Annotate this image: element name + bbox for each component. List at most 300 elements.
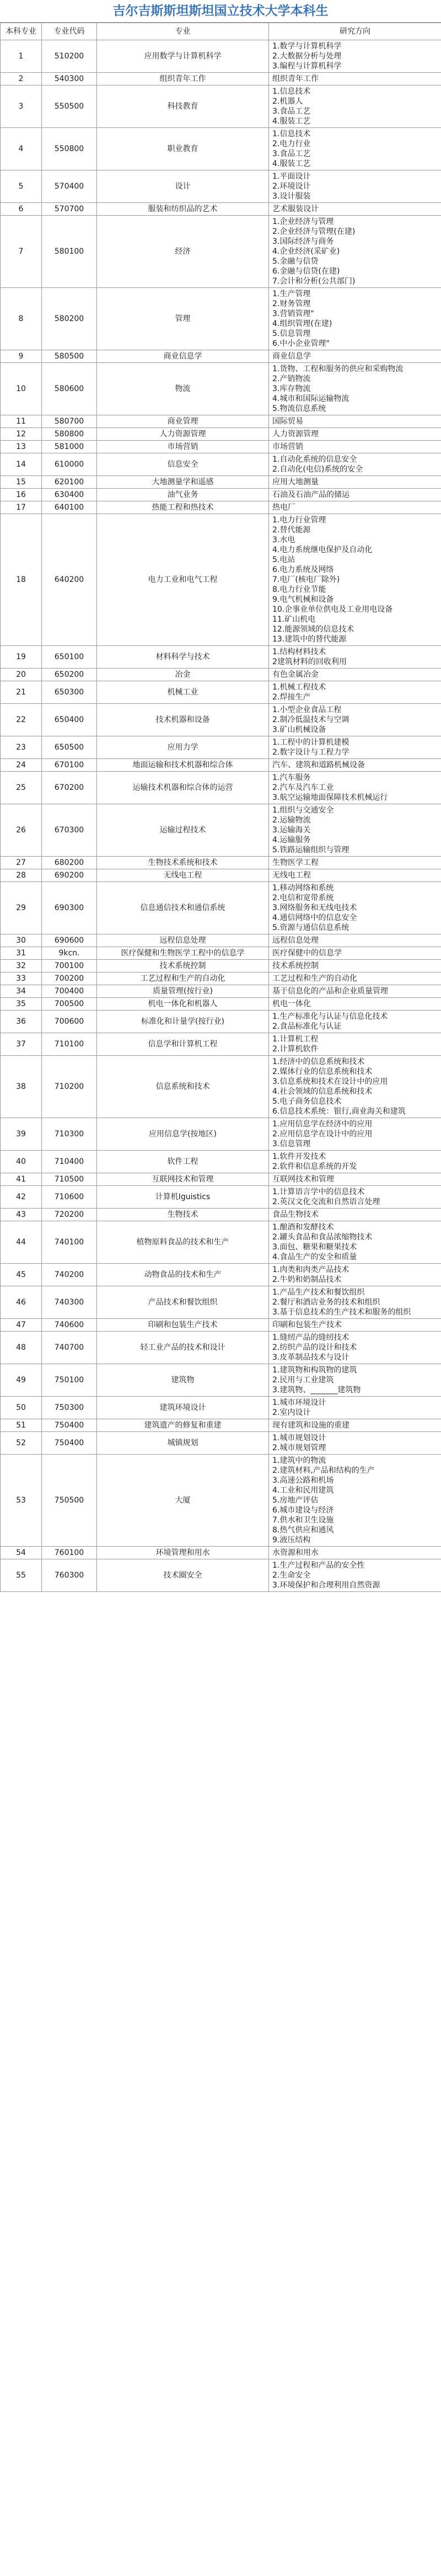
table-row <box>1 947 441 960</box>
table-row <box>1 40 441 73</box>
table-row <box>1 681 441 704</box>
direction-item: 3.高速公路和机场 <box>272 1476 334 1485</box>
row-num: 49 <box>1 1364 42 1397</box>
table-row <box>1 1264 441 1286</box>
research-directions <box>269 1173 441 1186</box>
table-row <box>1 1559 441 1592</box>
row-num: 8 <box>1 288 42 350</box>
major-code: 710300 <box>42 1118 97 1151</box>
research-directions <box>269 216 441 288</box>
row-num: 54 <box>1 1547 42 1559</box>
direction-item: 2.企业经济与管理(在建) <box>272 227 356 236</box>
major-code: 510200 <box>42 40 97 73</box>
row-num: 36 <box>1 1011 42 1033</box>
direction-item: 4.服装工艺 <box>272 159 311 168</box>
research-directions <box>269 998 441 1011</box>
table-row <box>1 1151 441 1173</box>
major-name: 城镇规划 <box>97 1432 269 1455</box>
major-code: 710100 <box>42 1033 97 1056</box>
major-name: 职业教育 <box>97 128 269 170</box>
table-row <box>1 73 441 85</box>
row-num: 32 <box>1 960 42 972</box>
direction-item: 3.网络服务和无线电技术 <box>272 904 357 912</box>
page-title: 吉尔吉斯斯坦斯坦国立技术大学本科生 <box>0 0 441 23</box>
table-row <box>1 428 441 441</box>
row-num: 33 <box>1 972 42 985</box>
direction-item: 3.库存物流 <box>272 384 311 393</box>
direction-item: 4.社会领域的信息系统和技术 <box>272 1087 373 1096</box>
direction-item: 2.计算机软件 <box>272 1045 319 1054</box>
direction-item: 医疗保健中的信息学 <box>272 949 342 958</box>
research-directions <box>269 501 441 514</box>
major-name: 信息安全 <box>97 453 269 476</box>
major-code: 710400 <box>42 1151 97 1173</box>
direction-item: 2.财务管理 <box>272 300 311 308</box>
row-num: 51 <box>1 1419 42 1432</box>
direction-item: 1.小型企业食品工程 <box>272 706 342 714</box>
table-row <box>1 1364 441 1397</box>
major-code: 710600 <box>42 1186 97 1209</box>
major-code: 740100 <box>42 1221 97 1264</box>
table-row <box>1 934 441 947</box>
major-name: 建筑环境设计 <box>97 1397 269 1419</box>
major-code: 750400 <box>42 1432 97 1455</box>
direction-item: 5.电站 <box>272 555 295 564</box>
major-code: 720200 <box>42 1209 97 1221</box>
research-directions <box>269 1455 441 1547</box>
table-row <box>1 441 441 453</box>
direction-item: 7.电厂(核电厂除外) <box>272 575 340 584</box>
major-name: 动物食品的技术和生产 <box>97 1264 269 1286</box>
direction-item: 2.建筑材料,产品和结构的生产 <box>272 1466 375 1475</box>
direction-item: 2.运输物流 <box>272 816 311 825</box>
research-directions <box>269 453 441 476</box>
major-code: 670100 <box>42 759 97 772</box>
direction-item: 3.建筑物、_______建筑物 <box>272 1386 361 1394</box>
direction-item: 3.航空运输地面保障技术机械运行 <box>272 793 388 802</box>
direction-item: 2.产销物流 <box>272 375 311 383</box>
major-name: 大地测量学和遥感 <box>97 476 269 489</box>
row-num: 43 <box>1 1209 42 1221</box>
major-name: 大厦 <box>97 1455 269 1547</box>
row-num: 34 <box>1 985 42 998</box>
direction-item: 2.罐头食品和食品浓缩物技术 <box>272 1233 373 1242</box>
major-name: 机械工业 <box>97 681 269 704</box>
major-code: 650500 <box>42 736 97 759</box>
major-name: 经济 <box>97 216 269 288</box>
table-body <box>1 40 441 1592</box>
major-name: 应用数学与计算机科学 <box>97 40 269 73</box>
research-directions <box>269 415 441 428</box>
table-row <box>1 1419 441 1432</box>
major-name: 人力资源管理 <box>97 428 269 441</box>
direction-item: 2.环境设计 <box>272 182 311 191</box>
research-directions <box>269 40 441 73</box>
major-name: 应用力学 <box>97 736 269 759</box>
direction-item: 3.国际经济与商务 <box>272 237 334 246</box>
direction-item: 8.电力行业节能 <box>272 585 326 594</box>
research-directions <box>269 1547 441 1559</box>
table-row <box>1 85 441 128</box>
row-num: 26 <box>1 804 42 857</box>
major-code: 740200 <box>42 1264 97 1286</box>
direction-item: 3.皮革制品技术与设计 <box>272 1353 349 1362</box>
header-code: 专业代码 <box>42 23 97 40</box>
table-row <box>1 804 441 857</box>
research-directions <box>269 476 441 489</box>
major-code: 700400 <box>42 985 97 998</box>
direction-item: 1.自动化系统的信息安全 <box>272 455 357 464</box>
row-num: 4 <box>1 128 42 170</box>
table-row <box>1 501 441 514</box>
direction-item: 5.金融与信贷 <box>272 257 319 266</box>
row-num: 55 <box>1 1559 42 1592</box>
major-code: 650300 <box>42 681 97 704</box>
table-row <box>1 869 441 882</box>
direction-item: 2.大数据分析与处理 <box>272 52 342 61</box>
majors-table <box>0 23 441 1592</box>
direction-item: 2.替代能源 <box>272 526 311 535</box>
research-directions <box>269 1286 441 1319</box>
major-code: 710200 <box>42 1056 97 1118</box>
direction-item: 国际贸易 <box>272 417 303 426</box>
table-row <box>1 489 441 501</box>
research-directions <box>269 350 441 363</box>
row-num: 25 <box>1 772 42 804</box>
row-num: 10 <box>1 363 42 415</box>
direction-item: 无线电工程 <box>272 871 311 880</box>
major-name: 运输技术机器和综合体的运营 <box>97 772 269 804</box>
research-directions <box>269 869 441 882</box>
direction-item: 工艺过程和生产的自动化 <box>272 974 357 983</box>
direction-item: 4.电力系统继电保护及自动化 <box>272 546 373 554</box>
major-name: 计算机Iguistics <box>97 1186 269 1209</box>
table-row <box>1 1186 441 1209</box>
table-row <box>1 514 441 646</box>
row-num: 48 <box>1 1332 42 1364</box>
direction-item: 3.面包、糖果和糖果技术 <box>272 1243 357 1252</box>
row-num: 14 <box>1 453 42 476</box>
major-name: 生物技术系统和技术 <box>97 857 269 869</box>
row-num: 30 <box>1 934 42 947</box>
research-directions <box>269 704 441 736</box>
major-code: 690200 <box>42 869 97 882</box>
direction-item: 1.产品生产技术和餐饮组织 <box>272 1288 365 1297</box>
major-code: 580600 <box>42 363 97 415</box>
major-code: 700500 <box>42 998 97 1011</box>
direction-item: 热电厂 <box>272 503 295 512</box>
row-num: 29 <box>1 882 42 934</box>
table-row <box>1 453 441 476</box>
direction-item: 汽车、建筑和道路机械设备 <box>272 761 365 769</box>
research-directions <box>269 960 441 972</box>
research-directions <box>269 1364 441 1397</box>
major-name: 热能工程和热技术 <box>97 501 269 514</box>
row-num: 37 <box>1 1033 42 1056</box>
row-num: 6 <box>1 203 42 216</box>
major-code: 640100 <box>42 501 97 514</box>
table-row <box>1 216 441 288</box>
table-row <box>1 1056 441 1118</box>
direction-item: 5.资源与通信信息系统 <box>272 923 349 932</box>
row-num: 11 <box>1 415 42 428</box>
table-row <box>1 1332 441 1364</box>
table-row <box>1 1286 441 1319</box>
research-directions <box>269 514 441 646</box>
direction-item: 1.软件开发技术 <box>272 1152 326 1161</box>
major-name: 应用信息学(按地区) <box>97 1118 269 1151</box>
row-num: 50 <box>1 1397 42 1419</box>
research-directions <box>269 985 441 998</box>
direction-item: 2.制冷低温技术与空调 <box>272 715 349 724</box>
research-directions <box>269 1118 441 1151</box>
direction-item: 1.城市环境设计 <box>272 1398 326 1407</box>
direction-item: 1.应用信息学在经济中的应用 <box>272 1120 373 1129</box>
direction-item: 2建筑材料的回收利用 <box>272 658 347 666</box>
major-name: 信息学和计算机工程 <box>97 1033 269 1056</box>
table-row <box>1 1455 441 1547</box>
direction-item: 有色金属冶金 <box>272 670 319 679</box>
major-code: 750300 <box>42 1397 97 1419</box>
direction-item: 5.物流信息系统 <box>272 404 326 413</box>
major-code: 750400 <box>42 1419 97 1432</box>
direction-item: 3.食品工艺 <box>272 107 311 116</box>
direction-item: 生物医学工程 <box>272 858 319 867</box>
major-code: 680200 <box>42 857 97 869</box>
major-name: 医疗保健和生物医学工程中的信息学 <box>97 947 269 960</box>
row-num: 15 <box>1 476 42 489</box>
row-num: 47 <box>1 1319 42 1332</box>
major-name: 标准化和计量学(按行业) <box>97 1011 269 1033</box>
research-directions <box>269 736 441 759</box>
row-num: 35 <box>1 998 42 1011</box>
major-name: 技术圈安全 <box>97 1559 269 1592</box>
direction-item: 组织青年工作 <box>272 74 319 83</box>
direction-item: 1.计算机工程 <box>272 1035 319 1044</box>
direction-item: 3.运输海关 <box>272 826 311 835</box>
research-directions <box>269 804 441 857</box>
table-row <box>1 363 441 415</box>
major-name: 植物原料食品的技术和生产 <box>97 1221 269 1264</box>
direction-item: 1.工程中的计算机建模 <box>272 738 349 747</box>
row-num: 1 <box>1 40 42 73</box>
research-directions <box>269 170 441 203</box>
research-directions <box>269 669 441 681</box>
direction-item: 3.水电 <box>272 536 295 544</box>
direction-item: 6.金融与信贷(在建) <box>272 267 340 276</box>
row-num: 27 <box>1 857 42 869</box>
major-code: 710500 <box>42 1173 97 1186</box>
research-directions <box>269 1221 441 1264</box>
direction-item: 3.信息管理 <box>272 1140 311 1148</box>
direction-item: 4.城市和国际运输物流 <box>272 394 349 403</box>
major-code: 540300 <box>42 73 97 85</box>
direction-item: 1.经济中的信息系统和技术 <box>272 1057 365 1066</box>
direction-item: 11.矿山机电 <box>272 615 316 624</box>
direction-item: 2.电力行业 <box>272 140 311 148</box>
direction-item: 1.货物、工程和服务的供应和采购物流 <box>272 365 404 373</box>
research-directions <box>269 1332 441 1364</box>
direction-item: 1.信息技术 <box>272 130 311 138</box>
direction-item: 1.信息技术 <box>272 87 311 96</box>
major-name: 管理 <box>97 288 269 350</box>
research-directions <box>269 1264 441 1286</box>
row-num: 31 <box>1 947 42 960</box>
direction-item: 2.城市规划管理 <box>272 1444 326 1452</box>
research-directions <box>269 1432 441 1455</box>
major-code: 580500 <box>42 350 97 363</box>
major-name: 轻工业产品的技术和设计 <box>97 1332 269 1364</box>
table-row <box>1 350 441 363</box>
research-directions <box>269 772 441 804</box>
direction-item: 4.服装工艺 <box>272 117 311 126</box>
direction-item: 3.基于信息技术的生产技术和服务的组织 <box>272 1308 411 1317</box>
major-code: 550500 <box>42 85 97 128</box>
major-name: 机电一体化和机器人 <box>97 998 269 1011</box>
major-name: 地面运输和技术机器和综合体 <box>97 759 269 772</box>
direction-item: 4.食品生产的安全和质量 <box>272 1253 357 1262</box>
direction-item: 2.食品标准化与认证 <box>272 1022 342 1031</box>
research-directions <box>269 857 441 869</box>
direction-item: 2.牛奶和奶制品技术 <box>272 1275 342 1284</box>
major-name: 服装和纺织品的艺术 <box>97 203 269 216</box>
research-directions <box>269 1397 441 1419</box>
major-code: 9kcn. <box>42 947 97 960</box>
major-name: 建筑物 <box>97 1364 269 1397</box>
table-row <box>1 704 441 736</box>
row-num: 16 <box>1 489 42 501</box>
row-num: 5 <box>1 170 42 203</box>
direction-item: 市场营销 <box>272 442 303 451</box>
direction-item: 1.组织与交通安全 <box>272 806 334 815</box>
direction-item: 2.数字设计与工程力学 <box>272 748 349 757</box>
major-code: 650100 <box>42 646 97 669</box>
table-row <box>1 170 441 203</box>
table-row <box>1 985 441 998</box>
direction-item: 1.平面设计 <box>272 172 311 181</box>
direction-item: 3.矿山机械设备 <box>272 725 326 734</box>
major-code: 620100 <box>42 476 97 489</box>
major-name: 互联网技术和管理 <box>97 1173 269 1186</box>
major-name: 远程信息处理 <box>97 934 269 947</box>
major-name: 电力工业和电气工程 <box>97 514 269 646</box>
row-num: 41 <box>1 1173 42 1186</box>
row-num: 52 <box>1 1432 42 1455</box>
table-row <box>1 1011 441 1033</box>
direction-item: 2.电信和宽带系统 <box>272 894 334 902</box>
table-row <box>1 128 441 170</box>
major-code: 690300 <box>42 882 97 934</box>
direction-item: 2.焊接生产 <box>272 693 311 702</box>
row-num: 3 <box>1 85 42 128</box>
direction-item: 6.城市建设与经济 <box>272 1506 334 1515</box>
direction-item: 5.信息管理 <box>272 329 311 338</box>
research-directions <box>269 1559 441 1592</box>
table-row <box>1 1432 441 1455</box>
row-num: 20 <box>1 669 42 681</box>
major-name: 商业管理 <box>97 415 269 428</box>
major-code: 700600 <box>42 1011 97 1033</box>
research-directions <box>269 934 441 947</box>
major-code: 650200 <box>42 669 97 681</box>
major-name: 油气业务 <box>97 489 269 501</box>
direction-item: 应用大地测量 <box>272 478 319 487</box>
major-code: 740600 <box>42 1319 97 1332</box>
major-code: 650400 <box>42 704 97 736</box>
major-name: 质量管理(按行业) <box>97 985 269 998</box>
row-num: 13 <box>1 441 42 453</box>
direction-item: 1.结构材料技术 <box>272 648 326 656</box>
major-code: 700100 <box>42 960 97 972</box>
table-row <box>1 772 441 804</box>
direction-item: 2.生命安全 <box>272 1571 311 1580</box>
research-directions <box>269 288 441 350</box>
direction-item: 9.电气机械和设备 <box>272 595 334 604</box>
direction-item: 1.电力行业管理 <box>272 516 326 525</box>
major-name: 设计 <box>97 170 269 203</box>
table-row <box>1 669 441 681</box>
direction-item: 4.组织管理(在建) <box>272 319 332 328</box>
major-name: 物流 <box>97 363 269 415</box>
research-directions <box>269 128 441 170</box>
research-directions <box>269 1319 441 1332</box>
research-directions <box>269 1056 441 1118</box>
direction-item: 6.电力系统及网络 <box>272 565 334 574</box>
direction-item: 1.建筑物和构筑物的建筑 <box>272 1366 357 1375</box>
research-directions <box>269 428 441 441</box>
direction-item: 1.城市规划设计 <box>272 1434 326 1442</box>
research-directions <box>269 363 441 415</box>
research-directions <box>269 1209 441 1221</box>
research-directions <box>269 1033 441 1056</box>
table-row <box>1 759 441 772</box>
major-name: 技术机器和设备 <box>97 704 269 736</box>
row-num: 53 <box>1 1455 42 1547</box>
direction-item: 1.建筑中的物流 <box>272 1456 326 1465</box>
table-header-row <box>1 23 441 40</box>
major-name: 组织青年工作 <box>97 73 269 85</box>
direction-item: 6.信息技术系统：银行,商业海关和建筑 <box>272 1107 406 1116</box>
table-row <box>1 203 441 216</box>
direction-item: 现有建筑和设施的重建 <box>272 1421 349 1430</box>
direction-item: 3.设计服装 <box>272 192 311 201</box>
direction-item: 3.信息系统和技术在设计中的应用 <box>272 1077 388 1086</box>
major-code: 740300 <box>42 1286 97 1319</box>
research-directions <box>269 73 441 85</box>
research-directions <box>269 1419 441 1432</box>
direction-item: 远程信息处理 <box>272 936 319 945</box>
major-name: 冶金 <box>97 669 269 681</box>
research-directions <box>269 441 441 453</box>
direction-item: 艺术服装设计 <box>272 205 319 213</box>
research-directions <box>269 646 441 669</box>
direction-item: 1.生产标准化与认证与信息化技术 <box>272 1012 388 1021</box>
major-code: 550800 <box>42 128 97 170</box>
table-row <box>1 972 441 985</box>
direction-item: 2.机器人 <box>272 97 303 106</box>
major-name: 建筑遗产的修复和重建 <box>97 1419 269 1432</box>
direction-item: 食品生物技术 <box>272 1210 319 1219</box>
major-code: 570400 <box>42 170 97 203</box>
direction-item: 5.房地产评估 <box>272 1496 319 1505</box>
direction-item: 1.酿酒和发酵技术 <box>272 1223 334 1232</box>
direction-item: 1.生产过程和产品的安全性 <box>272 1561 365 1570</box>
direction-item: 7.供水和卫生设施 <box>272 1516 334 1525</box>
major-code: 580800 <box>42 428 97 441</box>
row-num: 45 <box>1 1264 42 1286</box>
direction-item: 7.会计和分析(公共部门) <box>272 277 356 286</box>
direction-item: 12.能源领域的信息技术 <box>272 625 354 634</box>
